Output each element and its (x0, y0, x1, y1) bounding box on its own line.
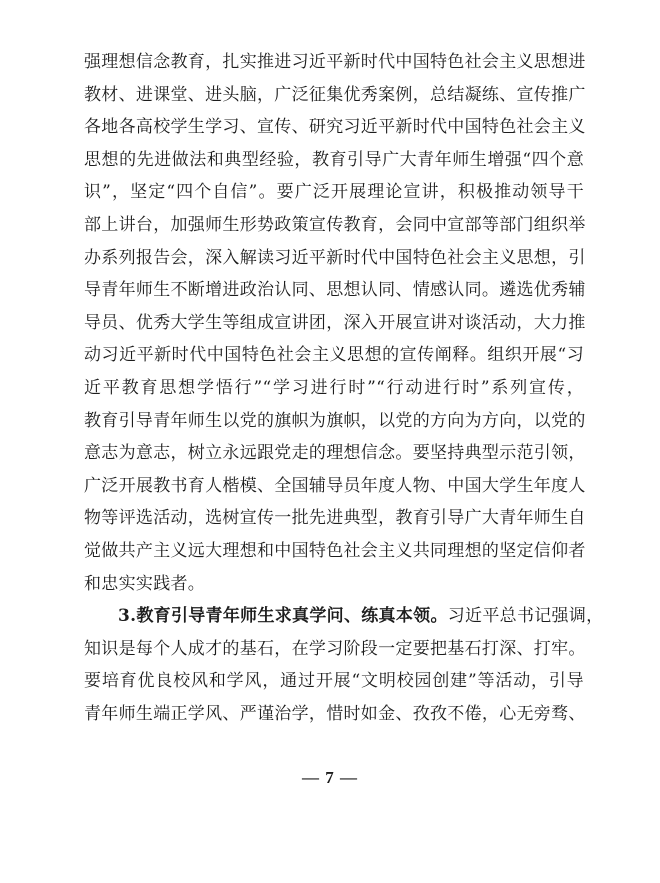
text-line: 要培育优良校风和学风，通过开展“文明校园创建”等活动，引导 (84, 671, 584, 692)
text-line: 觉做共产主义远大理想和中国特色社会主义共同理想的坚定信仰者 (84, 540, 586, 561)
text-line: 识”，坚定“四个自信”。要广泛开展理论宣讲，积极推动领导干 (84, 182, 584, 203)
text-line: 动习近平新时代中国特色社会主义思想的宣传阐释。组织开展“习 (84, 345, 584, 366)
text-run: 习近平总书记强调， (447, 606, 604, 627)
text-line: 知识是每个人成才的基石，在学习阶段一定要把基石打深、打牢。 (84, 638, 586, 659)
text-line: 强理想信念教育，扎实推进习近平新时代中国特色社会主义思想进 (84, 52, 586, 72)
text-line: 导青年师生不断增进政治认同、思想认同、情感认同。遴选优秀辅 (84, 280, 586, 301)
section-heading: 3.教育引导青年师生求真学问、练真本领。 (118, 606, 448, 627)
text-line: 教材、进课堂、进头脑，广泛征集优秀案例，总结凝练、宣传推广 (84, 84, 586, 105)
text-line: 导员、优秀大学生等组成宣讲团，深入开展宣讲对谈活动，大力推 (84, 312, 586, 333)
text-line: 意志为意志，树立永远跟党走的理想信念。要坚持典型示范引领， (84, 443, 586, 464)
text-line: 教育引导青年师生以党的旗帜为旗帜，以党的方向为方向，以党的 (84, 410, 586, 431)
text-line: 办系列报告会，深入解读习近平新时代中国特色社会主义思想，引 (84, 247, 586, 268)
text-line (84, 600, 604, 633)
text-line: 近平教育思想学悟行”“学习进行时”“行动进行时”系列宣传， (84, 377, 584, 398)
page-number: — 7 — (302, 768, 358, 787)
paragraph (84, 600, 604, 730)
text-line: 和忠实实践者。 (84, 573, 206, 594)
text-line: 思想的先进做法和典型经验，教育引导广大青年师生增强“四个意 (84, 149, 584, 170)
paragraph (84, 46, 584, 600)
text-line: 部上讲台，加强师生形势政策宣传教育，会同中宣部等部门组织举 (84, 214, 586, 235)
text-line: 青年师生端正学风、严谨治学，惜时如金、孜孜不倦，心无旁骛、 (84, 703, 586, 724)
text-line: 广泛开展教书育人楷模、全国辅导员年度人物、中国大学生年度人 (84, 475, 586, 496)
body-text (84, 46, 604, 730)
text-line: 物等评选活动，选树宣传一批先进典型，教育引导广大青年师生自 (84, 508, 586, 529)
text-line: 各地各高校学生学习、宣传、研究习近平新时代中国特色社会主义 (84, 117, 586, 138)
